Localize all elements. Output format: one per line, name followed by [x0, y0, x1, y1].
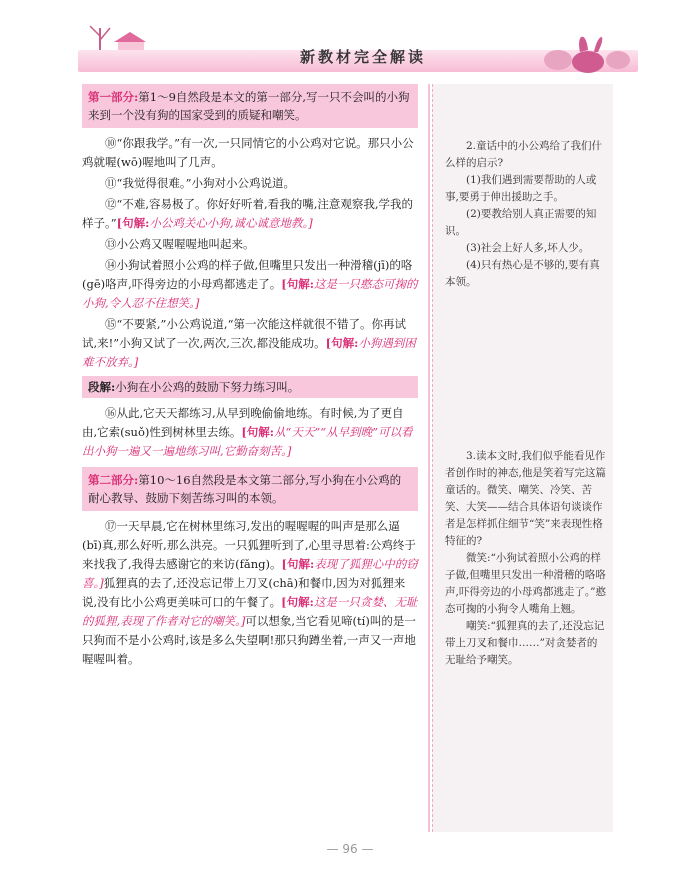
- part2-label: 第二部分:: [88, 473, 139, 487]
- paragraph-17: [82, 517, 418, 669]
- sentence-note-label: [句解:: [281, 557, 315, 571]
- part1-label: 第一部分:: [88, 90, 139, 104]
- page-number: — 96 —: [326, 842, 374, 856]
- summary-label: 段解:: [88, 380, 116, 394]
- paragraph-15: [82, 315, 418, 372]
- margin-rail: [428, 84, 430, 832]
- summary-text: 小狗在小公鸡的鼓励下努力练习叫。: [115, 380, 300, 394]
- header-decoration-right: [528, 20, 638, 76]
- answer-3-smile: 微笑:“小狗试着照小公鸡的样子做,但嘴里只发出一种滑稽的咯咯声,吓得旁边的小母鸡都逃走了。”憨态可掬的小狗令人嘴角上翘。: [445, 552, 606, 615]
- question-2: [445, 138, 607, 291]
- paragraph-17-text: ⑰一天早晨,它在树林里练习,发出的喔喔喔的叫声是那么逼(bī)真,那么好听,那么洪亮。一只狐狸听到了,心里寻思着:公鸡终于来找我了,我得去感谢它的来访(fǎng)。: [82, 519, 416, 571]
- main-text-column: [82, 84, 418, 671]
- sentence-note-label: [句解:: [281, 277, 314, 291]
- paragraph-14-text: ⑭小狗试着照小公鸡的样子做,但嘴里只发出一种滑稽(jī)的咯(gē)咯声,吓得旁边的小母鸡都逃走了。: [82, 258, 413, 291]
- answer-2-1: (1)我们遇到需要帮助的人或事,要勇于伸出援助之手。: [445, 174, 597, 203]
- page-header: [78, 20, 638, 80]
- sentence-note-label: [句解:: [281, 595, 314, 609]
- sentence-note: 从“天天”“从早到晚”可以看出小狗一遍又一遍地练习叫,它勤奋刻苦。]: [82, 425, 413, 458]
- sentence-note: 小狗遇到困难不放弃。]: [82, 336, 416, 369]
- question-2-text: 2.童话中的小公鸡给了我们什么样的启示?: [445, 140, 603, 169]
- paragraph-summary-box: [82, 376, 418, 398]
- part2-box: [82, 467, 418, 511]
- paragraph-16-text: ⑯从此,它天天都练习,从早到晚偷偷地练。有时候,为了更自由,它索(suǒ)性到树林里去练。: [82, 406, 404, 439]
- answer-2-3: (3)社会上好人多,坏人少。: [466, 242, 590, 254]
- answer-2-4: (4)只有热心是不够的,要有真本领。: [445, 259, 600, 288]
- paragraph-13: ⑬小公鸡又喔喔喔地叫起来。: [105, 237, 255, 251]
- question-3: [445, 448, 607, 669]
- part1-text: 第1～9自然段是本文的第一部分,写一只不会叫的小狗来到一个没有狗的国家受到的质疑和嘲笑。: [88, 90, 410, 122]
- sentence-note-label: [句解:: [241, 425, 275, 439]
- sentence-note: 表现了狐狸心中的窃喜。]: [82, 557, 418, 590]
- paragraph-15-text: ⑮“不要紧,”小公鸡说道,“第一次能这样就很不错了。你再试试,来!”小狗又试了一次,两次,三次,都没能成功。: [82, 317, 406, 350]
- sentence-note: 这是一只憨态可掬的小狗,令人忍不住想笑。]: [82, 277, 418, 310]
- book-title: 新教材完全解读: [299, 48, 426, 66]
- paragraph-14: [82, 256, 418, 313]
- paragraph-17c-text: 可以想象,当它看见啼(tí)叫的是一只狗而不是小公鸡时,该是多么失望啊!那只狗蹲坐着,一声又一声地喔喔叫着。: [82, 614, 416, 666]
- paragraph-11: ⑪“我觉得很难。”小狗对小公鸡说道。: [105, 176, 296, 190]
- question-3-text: 3.读本文时,我们似乎能看见作者创作时的神态,他是笑着写完这篇童话的。微笑、嘲笑、冷笑、苦笑、大笑——结合具体语句谈谈作者是怎样抓住细节“笑”来表现性格特征的?: [445, 450, 606, 547]
- sentence-note-label: [句解:: [325, 336, 359, 350]
- sentence-note-label: [句解:: [116, 216, 150, 230]
- paragraph-16: [82, 404, 418, 461]
- answer-3-mock: 嘲笑:“狐狸真的去了,还没忘记带上刀叉和餐巾……”对贪婪者的无耻给予嘲笑。: [445, 620, 605, 666]
- answer-2-2: (2)要教给别人真正需要的知识。: [445, 208, 597, 237]
- paragraph-17b-text: 狐狸真的去了,还没忘记带上刀叉(chā)和餐巾,因为对狐狸来说,没有比小公鸡更美味可口的午餐了。: [82, 576, 406, 609]
- sentence-note: 小公鸡关心小狗,诚心诚意地教。]: [149, 216, 313, 230]
- sentence-note: 这是一只贪婪、无耻的狐狸,表现了作者对它的嘲笑。]: [82, 595, 418, 628]
- part2-text: 第10～16自然段是本文第二部分,写小狗在小公鸡的耐心教导、鼓励下刻苦练习叫的本领。: [88, 473, 402, 505]
- paragraph-12-text: ⑫“不难,容易极了。你好好听着,看我的嘴,注意观察我,学我的样子。”: [82, 197, 413, 230]
- paragraph-10: ⑩“你跟我学。”有一次,一只同情它的小公鸡对它说。那只小公鸡就喔(wō)喔地叫了几声。: [82, 136, 414, 169]
- sidebar-questions: [432, 84, 613, 832]
- part1-box: [82, 84, 418, 128]
- paragraph-12: [82, 195, 418, 233]
